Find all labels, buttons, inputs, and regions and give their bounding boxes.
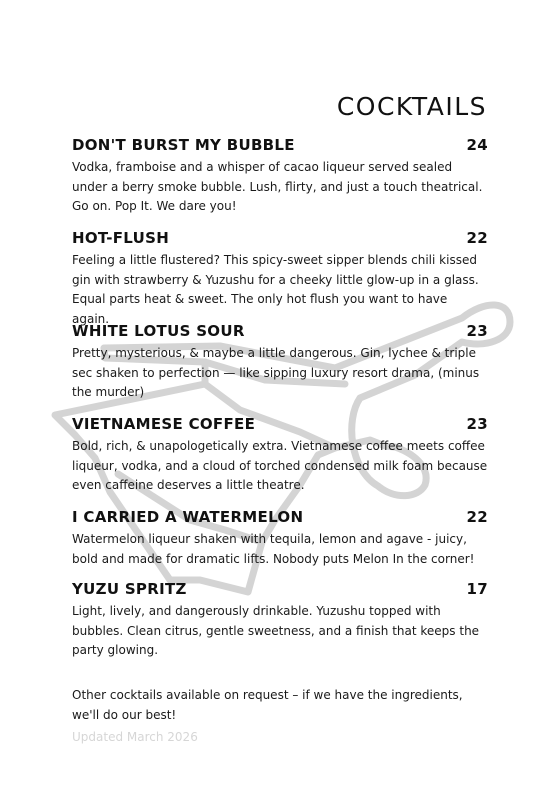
cocktail-name: HOT-FLUSH <box>72 229 170 247</box>
cocktail-price: 23 <box>466 322 488 340</box>
list-item <box>72 415 488 496</box>
cocktail-name: YUZU SPRITZ <box>72 580 187 598</box>
cocktail-price: 23 <box>466 415 488 433</box>
cocktail-name: VIETNAMESE COFFEE <box>72 415 256 433</box>
updated-date: Updated March 2026 <box>72 730 198 744</box>
cocktail-description: Feeling a little flustered? This spicy-sweet sipper blends chili kissed gin with strawberry & Yuzushu for a cheeky little glow-up in a glass. Equal parts heat & sweet. The only hot flush you want to have again. <box>72 253 479 326</box>
cocktail-name: I CARRIED A WATERMELON <box>72 508 304 526</box>
list-item <box>72 229 488 329</box>
list-item <box>72 580 488 661</box>
cocktail-description: Vodka, framboise and a whisper of cacao liqueur served sealed under a berry smoke bubble. Lush, flirty, and just a touch theatrical. Go on. Pop It. We dare you! <box>72 160 483 213</box>
footer-note: Other cocktails available on request – if we have the ingredients, we'll do our best! <box>72 688 463 722</box>
cocktail-name: DON'T BURST MY BUBBLE <box>72 136 295 154</box>
list-item <box>72 136 488 217</box>
cocktail-price: 22 <box>466 508 488 526</box>
cocktail-description: Watermelon liqueur shaken with tequila, lemon and agave - juicy, bold and made for dramatic lifts. Nobody puts Melon In the corner! <box>72 532 475 566</box>
cocktail-name: WHITE LOTUS SOUR <box>72 322 245 340</box>
cocktail-description: Light, lively, and dangerously drinkable. Yuzushu topped with bubbles. Clean citrus, gentle sweetness, and a finish that keeps the party glowing. <box>72 604 480 657</box>
list-item <box>72 322 488 403</box>
cocktail-price: 24 <box>466 136 488 154</box>
cocktail-description: Pretty, mysterious, & maybe a little dangerous. Gin, lychee & triple sec shaken to perfection — like sipping luxury resort drama, (minus the murder) <box>72 346 480 399</box>
list-item <box>72 508 488 569</box>
page-title: COCKTAILS <box>336 92 487 121</box>
cocktail-description: Bold, rich, & unapologetically extra. Vietnamese coffee meets coffee liqueur, vodka, and a cloud of torched condensed milk foam because even caffeine deserves a little theatre. <box>72 439 488 492</box>
cocktail-price: 22 <box>466 229 488 247</box>
cocktail-price: 17 <box>466 580 488 598</box>
